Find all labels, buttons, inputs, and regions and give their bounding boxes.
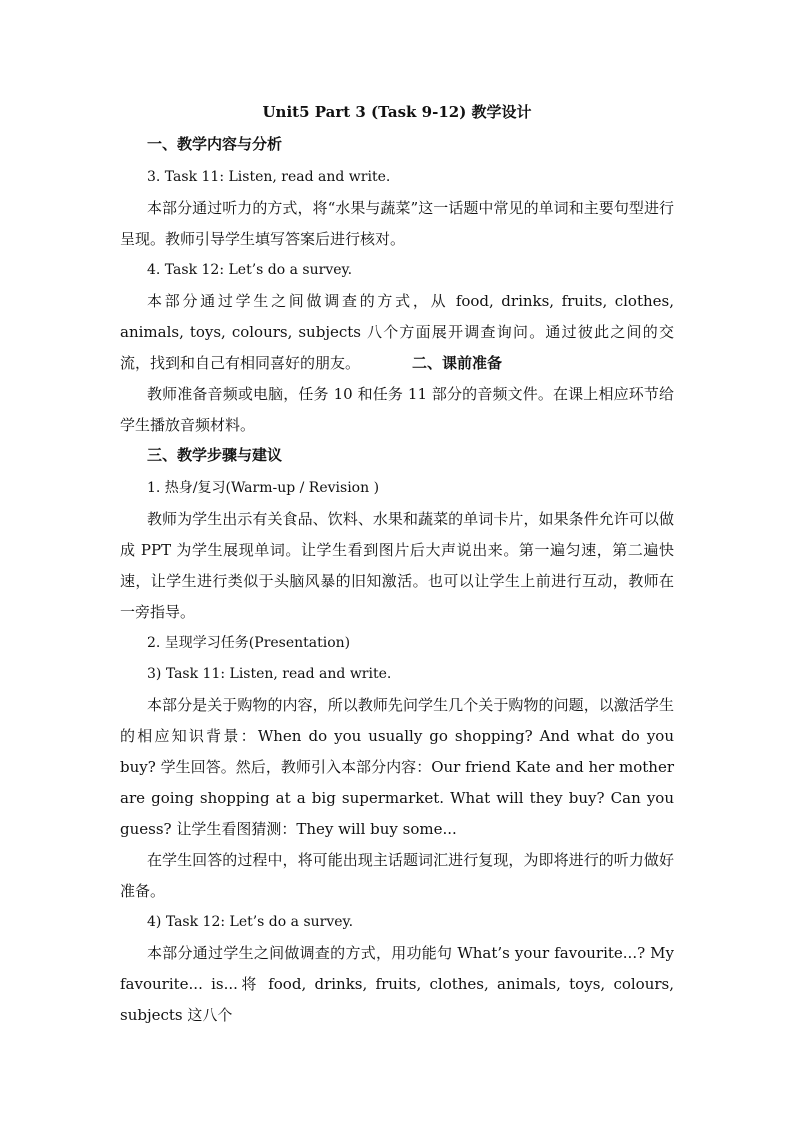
section-heading-content-analysis: 一、教学内容与分析 <box>147 135 283 153</box>
section-heading-teaching-steps: 三、教学步骤与建议 <box>147 446 283 464</box>
paragraph-presentation-task11: 本部分是关于购物的内容，所以教师先问学生几个关于购物的问题，以激活学生的相应知识背景：When do you usually go shopping? And what do you buy? 学生回答。然后，教师引入本部分内容：Our friend Kate and her mother are going shopping at a big supermarket. What will they buy? Can you guess? 让学生看图猜测：They will buy some... <box>120 696 674 838</box>
paragraph-task12-text: 本部分通过学生之间做调查的方式，从 food, drinks, fruits, clothes, animals, toys, colours, subjects 八个方面展开调查询问。通过彼此之间的交流，找到和自己有相同喜好的朋友。 <box>120 292 674 372</box>
document-title: Unit5 Part 3 (Task 9-12) 教学设计 <box>262 103 532 121</box>
task11-label: 3. Task 11: Listen, read and write. <box>147 169 391 185</box>
step2-presentation-label: 2. 呈现学习任务(Presentation) <box>147 635 351 651</box>
paragraph-survey: 本部分通过学生之间做调查的方式，用功能句 What’s your favourite...? My favourite... is...将 food, drinks, fruits, clothes, animals, toys, colours, subjects 这八个 <box>120 944 674 1024</box>
paragraph-vocab-review: 在学生回答的过程中，将可能出现主话题词汇进行复现，为即将进行的听力做好准备。 <box>120 851 674 900</box>
paragraph-preparation: 教师准备音频或电脑，任务 10 和任务 11 部分的音频文件。在课上相应环节给学生播放音频材料。 <box>120 385 674 434</box>
task12-label: 4. Task 12: Let’s do a survey. <box>147 262 353 278</box>
step1-warmup-label: 1. 热身/复习(Warm-up / Revision ) <box>147 480 380 496</box>
section-heading-preparation: 二、课前准备 <box>412 354 503 372</box>
paragraph-warmup: 教师为学生出示有关食品、饮料、水果和蔬菜的单词卡片，如果条件允许可以做成 PPT 为学生展现单词。让学生看到图片后大声说出来。第一遍匀速，第二遍快速，让学生进行类似于头脑风暴的旧知激活。也可以让学生上前进行互动，教师在一旁指导。 <box>120 510 674 621</box>
paragraph-task11-description: 本部分通过听力的方式，将“水果与蔬菜”这一话题中常见的单词和主要句型进行呈现。教师引导学生填写答案后进行核对。 <box>120 199 674 248</box>
sub-task12-label: 4) Task 12: Let’s do a survey. <box>147 914 354 930</box>
paragraph-task12-description <box>120 286 674 379</box>
sub-task11-label: 3) Task 11: Listen, read and write. <box>147 666 392 682</box>
